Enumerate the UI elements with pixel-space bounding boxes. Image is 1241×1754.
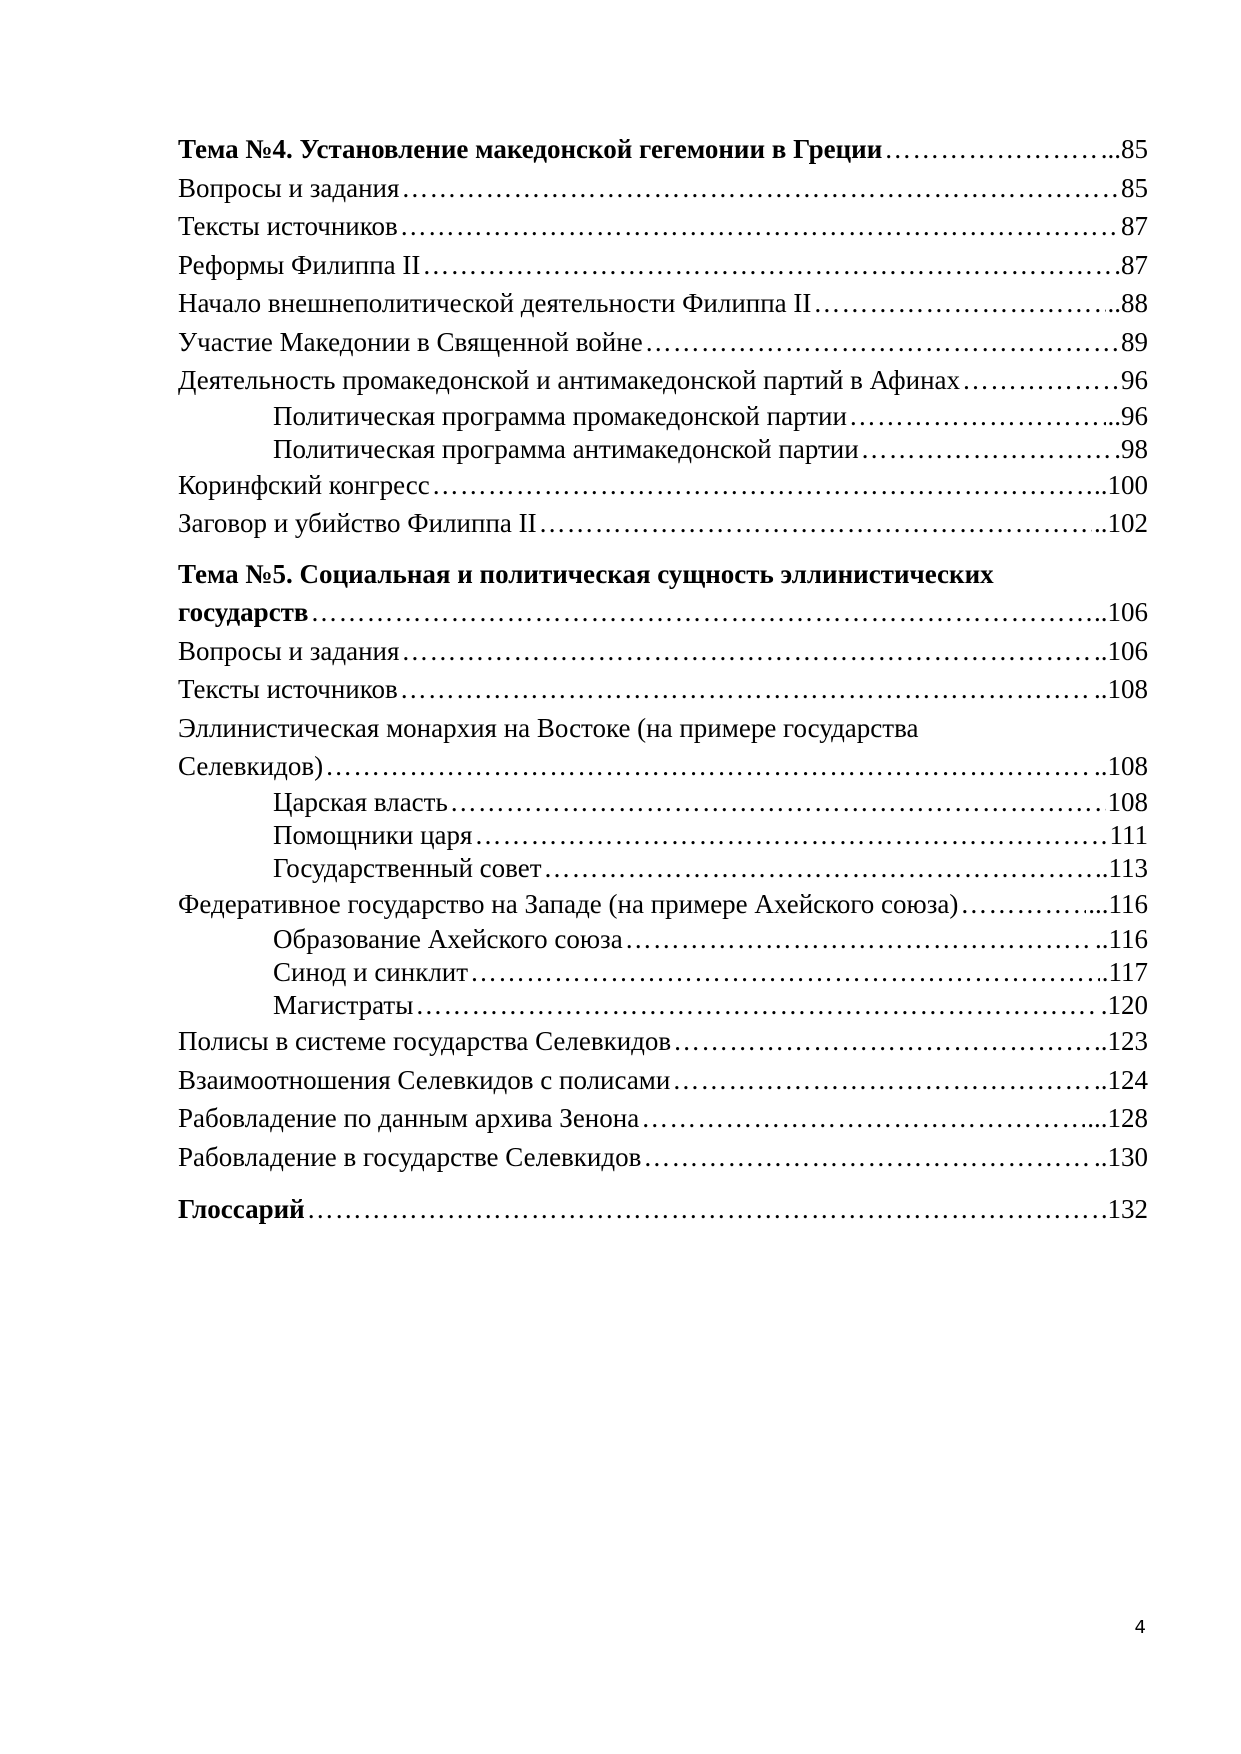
- toc-page: ..123: [1094, 1026, 1148, 1056]
- toc-title: Политическая программа антимакедонской партии: [273, 433, 859, 464]
- toc-leader-dots: [645, 323, 1119, 362]
- toc-page: ..100: [1094, 469, 1148, 500]
- toc-leader-dots: [400, 207, 1119, 246]
- toc-leader-dots: [962, 361, 1119, 400]
- toc-entry[interactable]: [178, 169, 1148, 208]
- toc-title: Рабовладение по данным архива Зенона: [178, 1103, 640, 1133]
- toc-leader-dots: [641, 1099, 1085, 1138]
- toc-entry[interactable]: [178, 284, 1148, 323]
- toc-leader-dots: [401, 632, 1092, 671]
- toc-page: .87: [1114, 249, 1148, 280]
- toc-leader-dots: [470, 956, 1100, 989]
- toc-entry[interactable]: [178, 1099, 1148, 1138]
- toc-entry[interactable]: [178, 747, 1148, 786]
- toc-leader-dots: [474, 819, 1107, 852]
- toc-entry[interactable]: [178, 885, 1148, 924]
- toc-subentry[interactable]: [178, 923, 1148, 956]
- toc-leader-dots: [643, 1138, 1092, 1177]
- toc-title: Начало внешнеполитической деятельности Филиппа II: [178, 288, 812, 318]
- toc-subentry[interactable]: [178, 989, 1148, 1022]
- toc-page: 87: [1121, 211, 1148, 241]
- toc-title: Политическая программа промакедонской партии: [273, 400, 847, 431]
- toc-entry[interactable]: [178, 323, 1148, 362]
- toc-page: ...128: [1087, 1103, 1148, 1133]
- toc-title: Коринфский конгресс: [178, 469, 430, 500]
- toc-page: .98: [1114, 433, 1148, 464]
- toc-title: Глоссарий: [178, 1194, 305, 1224]
- toc-title: Деятельность промакедонской и антимакедонской партий в Афинах: [178, 365, 961, 395]
- toc-leader-dots: [544, 852, 1093, 885]
- toc-leader-dots: [415, 989, 1098, 1022]
- toc-title: Реформы Филиппа II: [178, 249, 421, 280]
- toc-page: ..96: [1107, 400, 1148, 431]
- toc-entry[interactable]: [178, 504, 1148, 543]
- toc-title: Государственный совет: [273, 852, 542, 883]
- toc-entry-topic-4[interactable]: [178, 130, 1148, 169]
- toc-page: .117: [1101, 957, 1148, 987]
- toc-entry[interactable]: [178, 207, 1148, 246]
- toc-leader-dots: [307, 1190, 1106, 1229]
- toc-page: ..124: [1094, 1064, 1148, 1095]
- toc-page: 132: [1107, 1194, 1148, 1224]
- toc-title: Тексты источников: [178, 674, 398, 704]
- toc-page: 96: [1121, 365, 1148, 395]
- toc-leader-dots: [401, 169, 1119, 208]
- toc-subentry[interactable]: [178, 400, 1148, 433]
- toc-page: ..106: [1094, 597, 1148, 627]
- toc-title: Царская власть: [273, 786, 448, 817]
- toc-page: ..108: [1094, 751, 1148, 781]
- toc-page: 108: [1107, 786, 1148, 817]
- toc-subentry[interactable]: [178, 852, 1148, 885]
- toc-topic-5-heading: Тема №5. Социальная и политическая сущность эллинистических: [178, 558, 994, 589]
- toc-title: Селевкидов): [178, 751, 324, 781]
- toc-title: Федеративное государство на Западе (на примере Ахейского союза): [178, 888, 959, 919]
- toc-title: Образование Ахейского союза: [273, 924, 623, 954]
- toc-title: Вопросы и задания: [178, 635, 400, 666]
- toc-title: Синод и синклит: [273, 957, 469, 987]
- toc-title: государств: [178, 597, 309, 627]
- toc-subentry[interactable]: [178, 786, 1148, 819]
- toc-leader-dots: [311, 593, 1092, 632]
- toc-title: Заговор и убийство Филиппа II: [178, 508, 537, 538]
- toc-page: ..113: [1095, 852, 1148, 883]
- toc-subentry[interactable]: [178, 956, 1148, 989]
- toc-leader-dots: [450, 786, 1106, 819]
- toc-entry[interactable]: [178, 632, 1148, 671]
- toc-leader-dots: [539, 504, 1092, 543]
- toc-title: Тексты источников: [178, 211, 398, 241]
- toc-title: Вопросы и задания: [178, 172, 400, 203]
- toc-leader-dots: [673, 1022, 1092, 1061]
- toc-entry-topic-5[interactable]: [178, 593, 1148, 632]
- page-number: 4: [1134, 1617, 1146, 1638]
- toc-page: ..106: [1094, 635, 1148, 666]
- toc-title: Тема №4. Установление македонской гегемонии в Греции: [178, 134, 883, 164]
- toc-entry[interactable]: [178, 1061, 1148, 1100]
- toc-leader-dots: [422, 246, 1112, 285]
- toc-entry[interactable]: [178, 361, 1148, 400]
- toc-leader-dots: [400, 670, 1092, 709]
- table-of-contents: [178, 130, 1148, 1229]
- toc-leader-dots: [960, 885, 1086, 924]
- toc-leader-dots: [813, 284, 1105, 323]
- toc-page: ...85: [1100, 134, 1148, 164]
- toc-entry-heading: Эллинистическая монархия на Востоке (на примере государства: [178, 712, 919, 743]
- toc-page: 111: [1109, 819, 1148, 850]
- toc-page: ..88: [1107, 288, 1148, 318]
- toc-entry[interactable]: [178, 1022, 1148, 1061]
- toc-title: Участие Македонии в Священной войне: [178, 326, 643, 357]
- toc-page: ..116: [1095, 924, 1148, 954]
- toc-title: Рабовладение в государстве Селевкидов: [178, 1141, 642, 1172]
- toc-title: Помощники царя: [273, 819, 473, 850]
- toc-title: Магистраты: [273, 990, 414, 1020]
- toc-page: 89: [1121, 326, 1148, 357]
- toc-leader-dots: [672, 1061, 1092, 1100]
- toc-title: Взаимоотношения Селевкидов с полисами: [178, 1064, 671, 1095]
- toc-entry[interactable]: [178, 1138, 1148, 1177]
- toc-page: 85: [1121, 172, 1148, 203]
- toc-leader-dots: [884, 130, 1098, 169]
- toc-leader-dots: [325, 747, 1092, 786]
- toc-subentry[interactable]: [178, 819, 1148, 852]
- toc-leader-dots: [849, 400, 1106, 433]
- toc-subentry[interactable]: [178, 433, 1148, 466]
- toc-page: ..102: [1094, 508, 1148, 538]
- toc-page: ...116: [1088, 888, 1148, 919]
- toc-leader-dots: [625, 923, 1093, 956]
- toc-page: .120: [1100, 990, 1148, 1020]
- toc-entry[interactable]: [178, 246, 1148, 285]
- toc-entry[interactable]: [178, 670, 1148, 709]
- toc-page: ..130: [1094, 1141, 1148, 1172]
- toc-page: ..108: [1094, 674, 1148, 704]
- toc-leader-dots: [861, 433, 1113, 466]
- toc-title: Полисы в системе государства Селевкидов: [178, 1026, 672, 1056]
- toc-leader-dots: [432, 466, 1092, 505]
- toc-entry-glossary[interactable]: [178, 1190, 1148, 1229]
- toc-entry[interactable]: [178, 466, 1148, 505]
